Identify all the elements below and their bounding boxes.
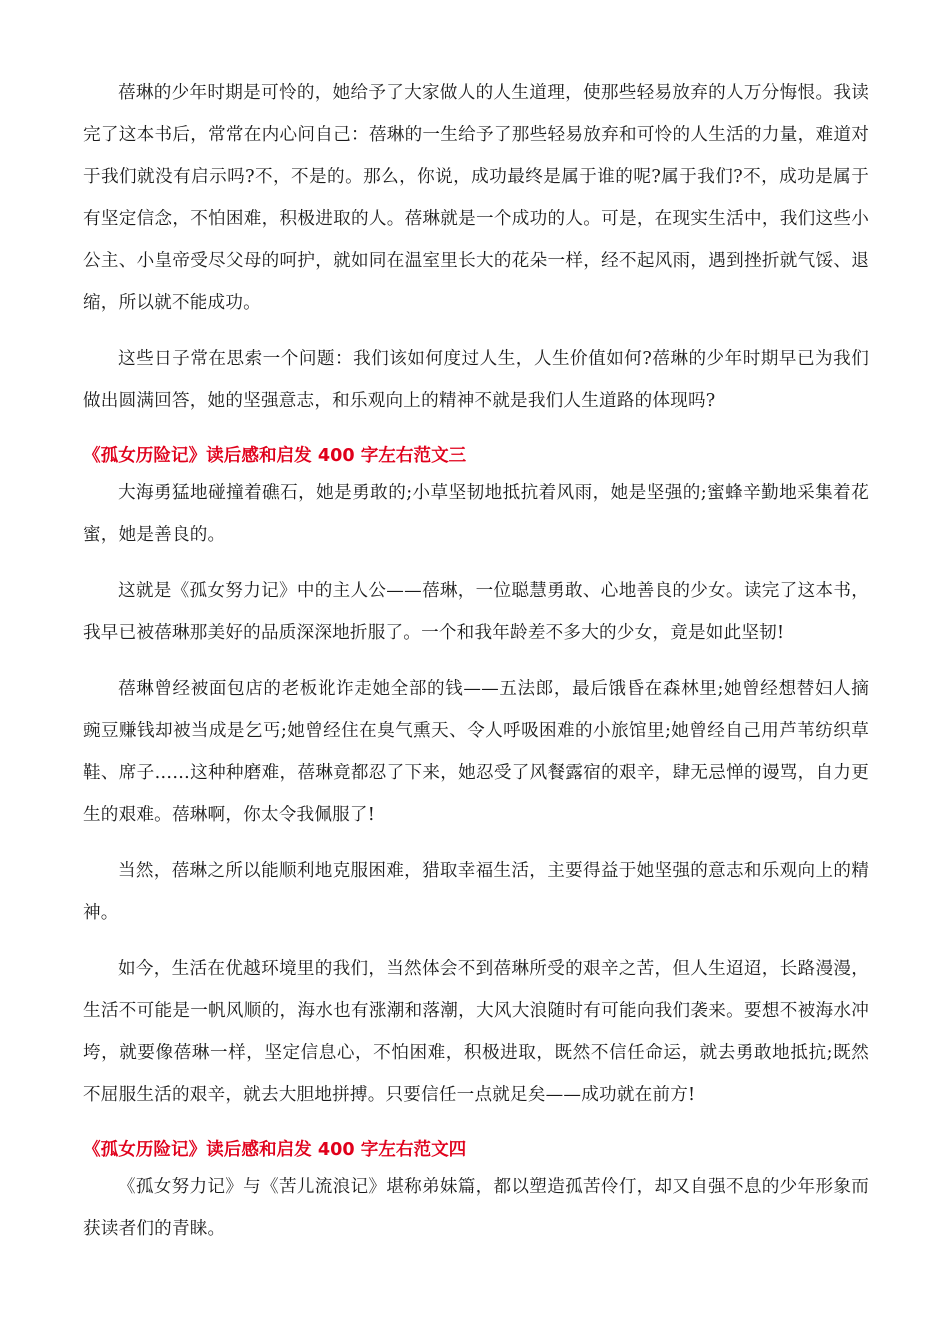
body-paragraph: 这就是《孤女努力记》中的主人公——蓓琳，一位聪慧勇敢、心地善良的少女。读完了这本书，我早已被蓓琳那美好的品质深深地折服了。一个和我年龄差不多大的少女，竟是如此坚韧! bbox=[83, 581, 869, 643]
body-paragraph: 蓓琳曾经被面包店的老板讹诈走她全部的钱——五法郎，最后饿昏在森林里;她曾经想替妇人摘豌豆赚钱却被当成是乞丐;她曾经住在臭气熏天、令人呼吸困难的小旅馆里;她曾经自己用芦苇纺织草鞋、席子……这种种磨难，蓓琳竟都忍了下来，她忍受了风餐露宿的艰辛，肆无忌惮的谩骂，自力更生的艰难。蓓琳啊，你太令我佩服了! bbox=[83, 679, 869, 825]
paragraph-gap bbox=[83, 836, 869, 850]
paragraph-gap bbox=[83, 556, 869, 570]
paragraph-gap bbox=[83, 1116, 869, 1130]
body-paragraph: 当然，蓓琳之所以能顺利地克服困难，猎取幸福生活，主要得益于她坚强的意志和乐观向上的精神。 bbox=[83, 861, 869, 923]
paragraph-gap bbox=[83, 654, 869, 668]
paragraph-gap bbox=[83, 422, 869, 436]
body-paragraph: 这些日子常在思索一个问题：我们该如何度过人生，人生价值如何?蓓琳的少年时期早已为我们做出圆满回答，她的坚强意志，和乐观向上的精神不就是我们人生道路的体现吗? bbox=[83, 349, 869, 411]
section-heading-3: 《孤女历险记》读后感和启发 400 字左右范文三 bbox=[83, 446, 467, 466]
body-paragraph: 《孤女努力记》与《苦儿流浪记》堪称弟妹篇，都以塑造孤苦伶仃，却又自强不息的少年形象而获读者们的青睐。 bbox=[83, 1177, 869, 1239]
document-page bbox=[83, 72, 869, 1250]
body-paragraph: 如今，生活在优越环境里的我们，当然体会不到蓓琳所受的艰辛之苦，但人生迢迢，长路漫漫，生活不可能是一帆风顺的，海水也有涨潮和落潮，大风大浪随时有可能向我们袭来。要想不被海水冲垮，就要像蓓琳一样，坚定信息心，不怕困难，积极进取，既然不信任命运，就去勇敢地抵抗;既然不屈服生活的艰辛，就去大胆地拼搏。只要信任一点就足矣——成功就在前方! bbox=[83, 959, 869, 1105]
body-paragraph: 蓓琳的少年时期是可怜的，她给予了大家做人的人生道理，使那些轻易放弃的人万分悔恨。我读完了这本书后，常常在内心问自己：蓓琳的一生给予了那些轻易放弃和可怜的人生活的力量，难道对于我们就没有启示吗?不，不是的。那么，你说，成功最终是属于谁的呢?属于我们?不，成功是属于有坚定信念，不怕困难，积极进取的人。蓓琳就是一个成功的人。可是，在现实生活中，我们这些小公主、小皇帝受尽父母的呵护，就如同在温室里长大的花朵一样，经不起风雨，遇到挫折就气馁、退缩，所以就不能成功。 bbox=[83, 83, 869, 313]
paragraph-gap bbox=[83, 934, 869, 948]
paragraph-gap bbox=[83, 324, 869, 338]
section-heading-4: 《孤女历险记》读后感和启发 400 字左右范文四 bbox=[83, 1140, 467, 1160]
body-paragraph: 大海勇猛地碰撞着礁石，她是勇敢的;小草坚韧地抵抗着风雨，她是坚强的;蜜蜂辛勤地采集着花蜜，她是善良的。 bbox=[83, 483, 869, 545]
